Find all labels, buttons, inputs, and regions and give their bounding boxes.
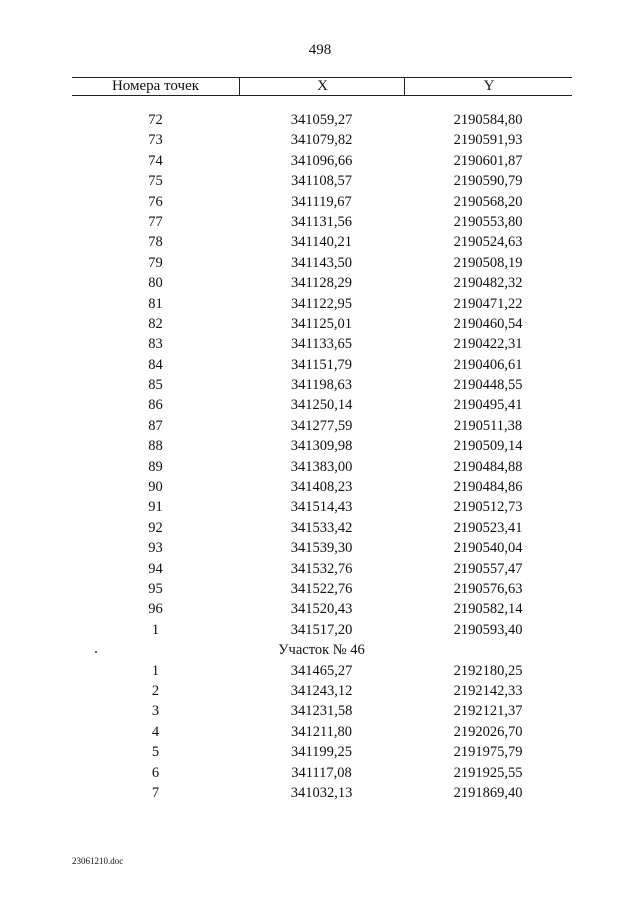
table-row [72,253,572,273]
x-coordinate-cell: 341465,27 [290,662,353,679]
y-coordinate-cell: 2190593,40 [453,621,523,638]
point-number-cell: 77 [148,213,163,230]
table-row [72,701,572,721]
x-coordinate-cell: 341533,42 [290,519,353,536]
table-row [72,661,572,681]
y-coordinate-cell: 2192121,37 [453,703,523,720]
x-coordinate-cell: 341133,65 [290,336,353,353]
x-coordinate-cell: 341128,29 [290,275,353,292]
table-header [72,77,572,96]
x-coordinate-cell: 341151,79 [290,356,353,373]
x-coordinate-cell: 341408,23 [290,479,353,496]
point-number-cell: 96 [148,601,163,618]
point-number-cell: 72 [148,112,163,128]
y-coordinate-cell: 2190557,47 [453,560,523,577]
y-coordinate-cell: 2192142,33 [453,682,523,699]
x-coordinate-cell: 341122,95 [290,295,353,312]
table-row [72,559,572,579]
x-coordinate-cell: 341517,20 [290,621,353,638]
table-row [72,436,572,456]
y-coordinate-cell: 2190448,55 [453,377,523,394]
y-coordinate-cell: 2190511,38 [453,417,523,434]
point-number-cell: 80 [148,275,163,292]
y-coordinate-cell: 2190471,22 [453,295,523,312]
x-coordinate-cell: 341277,59 [290,417,353,434]
y-coordinate-cell: 2190508,19 [453,254,523,271]
x-coordinate-cell: 341250,14 [290,397,353,414]
table-row [72,416,572,436]
y-coordinate-cell: 2190484,88 [453,458,523,475]
x-coordinate-cell: 341522,76 [290,580,353,597]
x-coordinate-cell: 341119,67 [291,193,352,210]
table-row [72,355,572,375]
x-coordinate-cell: 341198,63 [290,377,353,394]
x-coordinate-cell: 341532,76 [290,560,353,577]
table-row [72,294,572,314]
x-coordinate-cell: 341079,82 [290,132,353,149]
point-number-cell: 83 [148,336,163,353]
point-number-cell: 2 [151,682,160,699]
y-coordinate-cell: 2191869,40 [453,784,523,801]
point-number-cell: 84 [148,356,163,373]
table-row [72,232,572,252]
y-coordinate-cell: 2190540,04 [453,540,523,557]
y-coordinate-cell: 2192026,70 [453,723,523,740]
point-number-cell: 7 [151,784,160,801]
section-title: Участок № 46 [278,642,365,659]
x-coordinate-cell: 341231,58 [290,703,353,720]
table-row [72,130,572,150]
x-coordinate-cell: 341309,98 [290,438,353,455]
footer-filename: 23061210.doc [72,856,124,866]
table-row [72,171,572,191]
x-coordinate-cell: 341520,43 [290,601,353,618]
point-number-cell: 73 [148,132,163,149]
point-number-cell: 85 [148,377,163,394]
y-coordinate-cell: 2190524,63 [453,234,523,251]
point-number-cell: 93 [148,540,163,557]
x-coordinate-cell: 341243,12 [290,682,353,699]
page-number: 498 [308,42,332,58]
point-number-cell: 79 [148,254,163,271]
table-row [72,273,572,293]
table-row [72,314,572,334]
table-row [72,620,572,640]
point-number-cell: 90 [148,479,163,496]
y-coordinate-cell: 2190484,86 [453,479,523,496]
table-row [72,212,572,232]
y-coordinate-cell: 2190582,14 [453,601,523,618]
y-coordinate-cell: 2190422,31 [453,336,523,353]
point-number-cell: 81 [148,295,163,312]
point-number-cell: 3 [151,703,160,720]
table-row [72,110,572,130]
header-x: X [239,78,405,95]
point-number-cell: 91 [148,499,163,516]
point-number-cell: 82 [148,315,163,332]
point-number-cell: 1 [151,662,160,679]
stray-dot-mark [95,651,97,653]
point-number-cell: 88 [148,438,163,455]
table-row [72,375,572,395]
point-number-cell: 87 [148,417,163,434]
y-coordinate-cell: 2190591,93 [453,132,523,149]
point-number-cell: 74 [148,152,163,169]
y-coordinate-cell: 2190590,79 [453,173,523,190]
y-coordinate-cell: 2190482,32 [453,275,523,292]
table-row [72,579,572,599]
x-coordinate-cell: 341125,01 [290,315,353,332]
table-row [72,722,572,742]
coordinates-table-body [72,110,572,803]
y-coordinate-cell: 2192180,25 [453,662,523,679]
point-number-cell: 94 [148,560,163,577]
x-coordinate-cell: 341211,80 [290,723,353,740]
x-coordinate-cell: 341143,50 [290,254,353,271]
point-number-cell: 1 [151,621,160,638]
point-number-cell: 4 [151,723,160,740]
point-number-cell: 5 [151,744,160,761]
x-coordinate-cell: 341059,27 [290,112,353,128]
point-number-cell: 6 [151,764,160,781]
x-coordinate-cell: 341131,56 [290,213,353,230]
y-coordinate-cell: 2190460,54 [453,315,523,332]
table-row [72,742,572,762]
table-row [72,518,572,538]
point-number-cell: 78 [148,234,163,251]
table-row [72,681,572,701]
y-coordinate-cell: 2190576,63 [453,580,523,597]
section-row [72,640,572,660]
table-row [72,192,572,212]
x-coordinate-cell: 341383,00 [290,458,353,475]
point-number-cell: 92 [148,519,163,536]
y-coordinate-cell: 2190568,20 [453,193,523,210]
table-row [72,497,572,517]
point-number-cell: 89 [148,458,163,475]
x-coordinate-cell: 341539,30 [290,540,353,557]
table-row [72,457,572,477]
y-coordinate-cell: 2190406,61 [453,356,523,373]
y-coordinate-cell: 2190601,87 [453,152,523,169]
table-row [72,783,572,803]
y-coordinate-cell: 2190584,80 [453,112,523,128]
point-number-cell: 86 [148,397,163,414]
header-y: Y [404,78,573,95]
x-coordinate-cell: 341032,13 [290,784,353,801]
x-coordinate-cell: 341108,57 [290,173,353,190]
y-coordinate-cell: 2190512,73 [453,499,523,516]
table-row [72,334,572,354]
y-coordinate-cell: 2191925,55 [453,764,523,781]
y-coordinate-cell: 2191975,79 [453,744,523,761]
point-number-cell: 75 [148,173,163,190]
table-row [72,599,572,619]
table-row [72,151,572,171]
point-number-cell: 76 [148,193,163,210]
y-coordinate-cell: 2190553,80 [453,213,523,230]
y-coordinate-cell: 2190495,41 [453,397,523,414]
x-coordinate-cell: 341199,25 [290,744,353,761]
x-coordinate-cell: 341140,21 [290,234,353,251]
table-row [72,395,572,415]
table-row [72,763,572,783]
point-number-cell: 95 [148,580,163,597]
x-coordinate-cell: 341117,08 [291,764,352,781]
header-point-numbers: Номера точек [111,78,200,94]
y-coordinate-cell: 2190509,14 [453,438,523,455]
table-row [72,477,572,497]
x-coordinate-cell: 341514,43 [290,499,353,516]
x-coordinate-cell: 341096,66 [290,152,353,169]
table-row [72,538,572,558]
y-coordinate-cell: 2190523,41 [453,519,523,536]
